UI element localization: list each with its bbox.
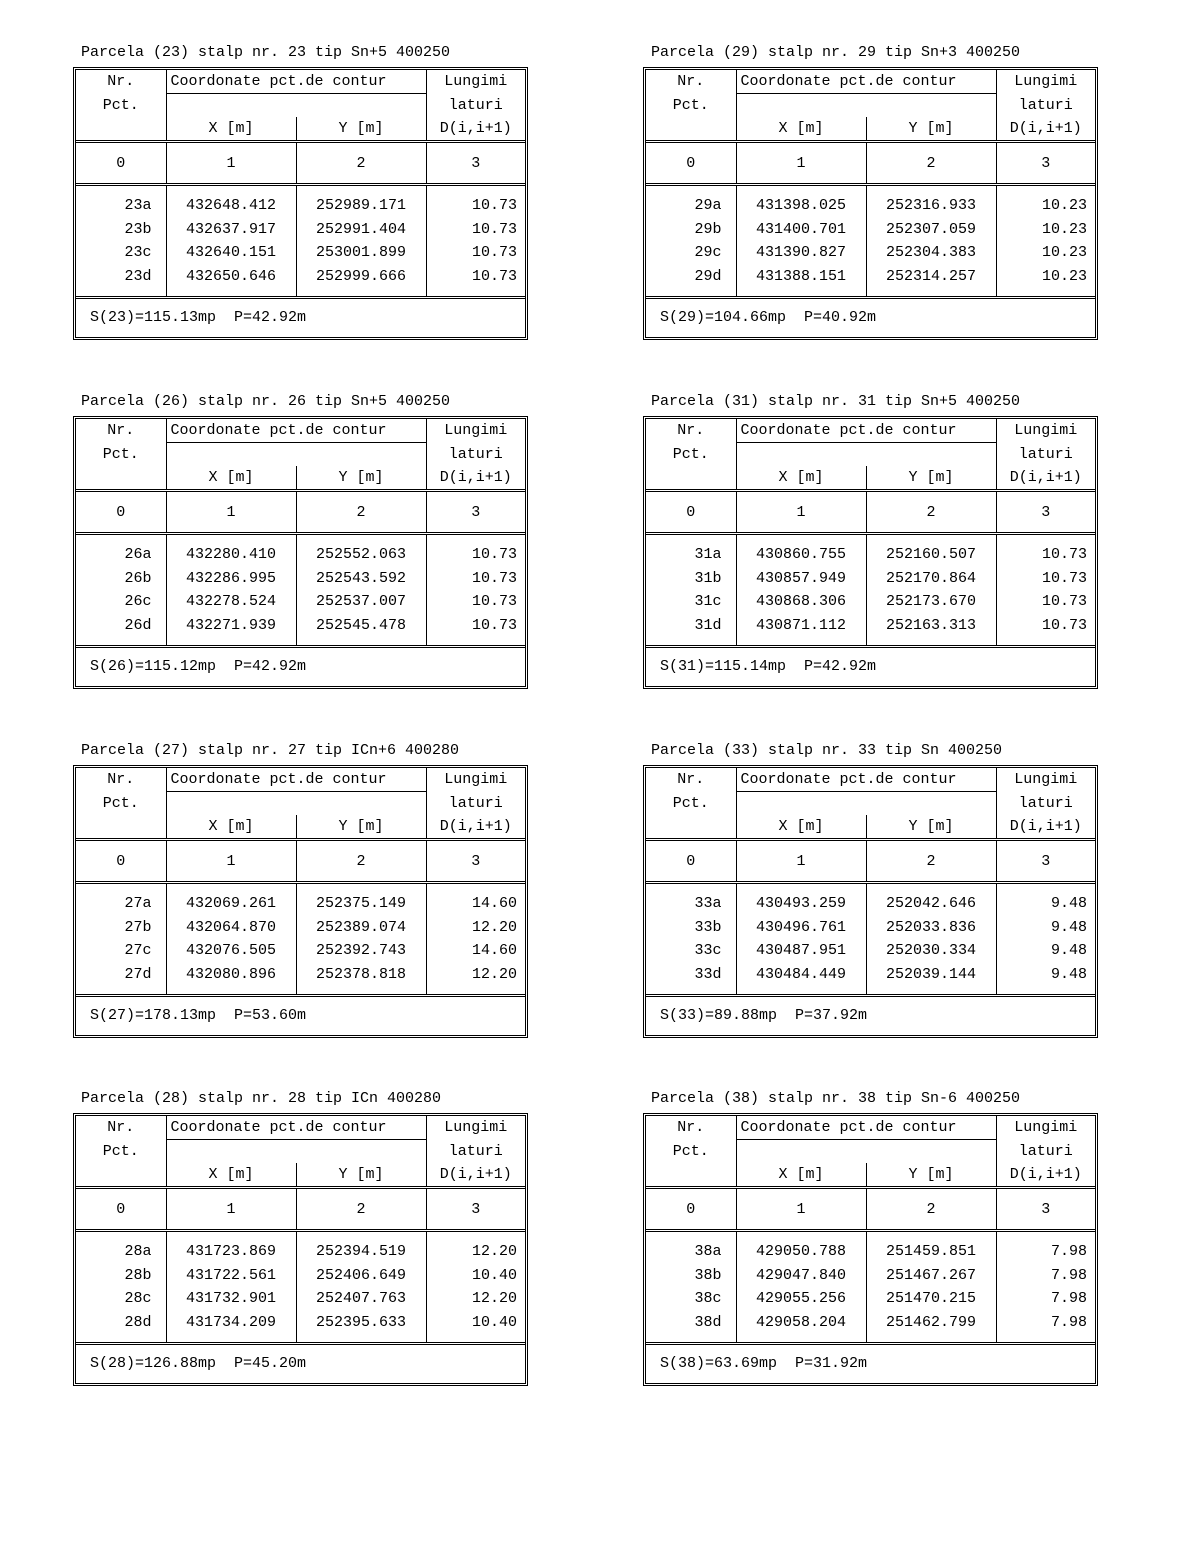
side-length: 10.73 [426,614,525,638]
x-coordinate: 430860.755 [736,543,866,567]
header-lengths: Lungimi [996,419,1095,443]
point-id: 28d [124,1313,152,1331]
header-pct: Pct. [672,445,709,463]
point-id: 26c [124,593,152,611]
x-coordinate: 429055.256 [736,1287,866,1311]
x-coordinate: 430871.112 [736,614,866,638]
y-coordinate: 251459.851 [866,1240,996,1264]
x-coordinate: 431398.025 [736,194,866,218]
side-length: 12.20 [426,963,525,987]
x-coordinate: 430484.449 [736,963,866,987]
col-number-3: 3 [996,1188,1095,1231]
col-number-1: 1 [166,491,296,534]
parcel-summary: S(29)=104.66mp P=40.92m [646,296,1095,337]
point-id: 29a [694,197,722,215]
y-coordinate: 252163.313 [866,614,996,638]
table-row [76,1311,525,1335]
point-id: 31a [694,546,722,564]
y-coordinate: 252030.334 [866,939,996,963]
col-number-1: 1 [736,491,866,534]
parcel-block [643,741,1098,1038]
header-x: X [m] [736,466,866,491]
side-length: 10.73 [996,590,1095,614]
point-id: 38c [694,1290,722,1308]
table-row [76,218,525,242]
header-coordinates: Coordonate pct.de contur [736,70,996,94]
point-id: 38d [694,1313,722,1331]
x-coordinate: 430496.761 [736,916,866,940]
header-pct: Pct. [672,794,709,812]
table-row [646,1287,1095,1311]
table-row [646,963,1095,987]
header-distance: D(i,i+1) [996,1163,1095,1188]
col-number-1: 1 [166,840,296,883]
y-coordinate: 252545.478 [296,614,426,638]
parcel-summary: S(31)=115.14mp P=42.92m [646,645,1095,686]
parcel-title: Parcela (29) stalp nr. 29 tip Sn+3 400250 [651,44,1021,61]
x-coordinate: 432064.870 [166,916,296,940]
header-coordinates: Coordonate pct.de contur [166,1116,426,1140]
side-length: 10.23 [996,218,1095,242]
header-pct: Pct. [102,445,139,463]
header-nr: Nr. [677,771,705,789]
y-coordinate: 252316.933 [866,194,996,218]
y-coordinate: 252395.633 [296,1311,426,1335]
point-id: 23a [124,197,152,215]
side-length: 7.98 [996,1287,1095,1311]
table-row [646,1240,1095,1264]
point-id: 26b [124,569,152,587]
x-coordinate: 431734.209 [166,1311,296,1335]
x-coordinate: 431722.561 [166,1264,296,1288]
parcel-summary: S(27)=178.13mp P=53.60m [76,994,525,1035]
side-length: 10.40 [426,1311,525,1335]
y-coordinate: 252307.059 [866,218,996,242]
x-coordinate: 432076.505 [166,939,296,963]
header-coordinates: Coordonate pct.de contur [736,1116,996,1140]
y-coordinate: 252378.818 [296,963,426,987]
side-length: 10.73 [426,218,525,242]
table-row [646,567,1095,591]
header-lengths: Lungimi [426,768,525,792]
side-length: 10.40 [426,1264,525,1288]
parcel-table-frame [73,1113,528,1386]
col-number-3: 3 [996,142,1095,185]
x-coordinate: 432278.524 [166,590,296,614]
header-y: Y [m] [866,466,996,491]
header-pct: Pct. [102,96,139,114]
parcel-block [73,1089,528,1386]
header-lengths: Lungimi [996,1116,1095,1140]
y-coordinate: 252039.144 [866,963,996,987]
y-coordinate: 252392.743 [296,939,426,963]
parcel-block [73,392,528,689]
parcel-table [76,70,525,296]
header-coordinates: Coordonate pct.de contur [166,419,426,443]
side-length: 10.73 [426,567,525,591]
y-coordinate: 252394.519 [296,1240,426,1264]
side-length: 12.20 [426,916,525,940]
header-nr: Nr. [677,422,705,440]
point-id: 31d [694,616,722,634]
col-number-2: 2 [866,142,996,185]
col-number-0: 0 [646,142,736,185]
x-coordinate: 430487.951 [736,939,866,963]
point-id: 26d [124,616,152,634]
header-x: X [m] [166,1163,296,1188]
y-coordinate: 252314.257 [866,265,996,289]
point-id: 23d [124,267,152,285]
point-id: 33a [694,895,722,913]
table-row [646,1264,1095,1288]
table-row [76,590,525,614]
header-laturi: laturi [996,94,1095,118]
point-id: 29d [694,267,722,285]
parcel-table-frame [73,67,528,340]
header-y: Y [m] [866,1163,996,1188]
side-length: 9.48 [996,939,1095,963]
header-y: Y [m] [296,815,426,840]
header-x: X [m] [736,815,866,840]
header-pct: Pct. [672,96,709,114]
y-coordinate: 251462.799 [866,1311,996,1335]
header-distance: D(i,i+1) [426,815,525,840]
col-number-2: 2 [866,491,996,534]
x-coordinate: 432640.151 [166,241,296,265]
table-row [76,963,525,987]
point-id: 23c [124,244,152,262]
table-row [646,194,1095,218]
side-length: 10.73 [426,543,525,567]
x-coordinate: 431390.827 [736,241,866,265]
y-coordinate: 252991.404 [296,218,426,242]
parcel-block [643,392,1098,689]
point-id: 23b [124,220,152,238]
point-id: 31c [694,593,722,611]
col-number-1: 1 [736,1188,866,1231]
col-number-1: 1 [736,840,866,883]
x-coordinate: 431723.869 [166,1240,296,1264]
x-coordinate: 432280.410 [166,543,296,567]
table-row [646,241,1095,265]
header-x: X [m] [166,466,296,491]
point-id: 27c [124,942,152,960]
header-pct: Pct. [102,1142,139,1160]
side-length: 9.48 [996,963,1095,987]
table-row [76,567,525,591]
header-lengths: Lungimi [996,768,1095,792]
table-row [646,543,1095,567]
table-row [76,241,525,265]
parcel-table-frame [73,416,528,689]
table-row [646,1311,1095,1335]
header-nr: Nr. [107,1119,135,1137]
table-row [646,916,1095,940]
side-length: 10.23 [996,241,1095,265]
y-coordinate: 252042.646 [866,892,996,916]
table-row [76,916,525,940]
parcel-table [646,419,1095,645]
col-number-3: 3 [426,1188,525,1231]
point-id: 28a [124,1243,152,1261]
y-coordinate: 252170.864 [866,567,996,591]
side-length: 9.48 [996,892,1095,916]
x-coordinate: 432069.261 [166,892,296,916]
parcel-block [643,43,1098,340]
table-row [76,1240,525,1264]
col-number-3: 3 [996,491,1095,534]
col-number-0: 0 [76,1188,166,1231]
parcel-block [643,1089,1098,1386]
side-length: 10.73 [426,194,525,218]
point-id: 38a [694,1243,722,1261]
point-id: 27b [124,918,152,936]
header-coordinates: Coordonate pct.de contur [736,768,996,792]
header-nr: Nr. [677,1119,705,1137]
side-length: 7.98 [996,1240,1095,1264]
parcel-table-frame [73,765,528,1038]
header-laturi: laturi [996,792,1095,816]
y-coordinate: 252537.007 [296,590,426,614]
y-coordinate: 252407.763 [296,1287,426,1311]
parcel-summary: S(38)=63.69mp P=31.92m [646,1342,1095,1383]
header-nr: Nr. [107,771,135,789]
header-y: Y [m] [866,815,996,840]
x-coordinate: 431732.901 [166,1287,296,1311]
header-distance: D(i,i+1) [996,117,1095,142]
col-number-3: 3 [996,840,1095,883]
table-row [76,939,525,963]
y-coordinate: 252389.074 [296,916,426,940]
side-length: 12.20 [426,1287,525,1311]
header-laturi: laturi [426,792,525,816]
parcel-title: Parcela (27) stalp nr. 27 tip ICn+6 400280 [81,742,460,759]
side-length: 14.60 [426,939,525,963]
point-id: 33b [694,918,722,936]
header-laturi: laturi [996,443,1095,467]
header-laturi: laturi [426,443,525,467]
header-laturi: laturi [426,1140,525,1164]
col-number-0: 0 [646,840,736,883]
col-number-2: 2 [866,840,996,883]
y-coordinate: 252999.666 [296,265,426,289]
table-row [646,590,1095,614]
header-laturi: laturi [426,94,525,118]
side-length: 7.98 [996,1311,1095,1335]
y-coordinate: 252375.149 [296,892,426,916]
point-id: 38b [694,1266,722,1284]
header-x: X [m] [166,815,296,840]
header-pct: Pct. [102,794,139,812]
header-y: Y [m] [296,466,426,491]
header-nr: Nr. [107,73,135,91]
y-coordinate: 252406.649 [296,1264,426,1288]
header-nr: Nr. [107,422,135,440]
parcel-title: Parcela (23) stalp nr. 23 tip Sn+5 400250 [81,44,451,61]
table-row [76,1287,525,1311]
header-distance: D(i,i+1) [996,815,1095,840]
y-coordinate: 252552.063 [296,543,426,567]
table-row [76,194,525,218]
parcel-summary: S(28)=126.88mp P=45.20m [76,1342,525,1383]
parcel-table [76,419,525,645]
table-row [646,265,1095,289]
x-coordinate: 429047.840 [736,1264,866,1288]
point-id: 33d [694,965,722,983]
x-coordinate: 431400.701 [736,218,866,242]
col-number-1: 1 [166,142,296,185]
header-lengths: Lungimi [426,419,525,443]
col-number-0: 0 [76,491,166,534]
parcel-table-frame [643,67,1098,340]
y-coordinate: 252543.592 [296,567,426,591]
point-id: 33c [694,942,722,960]
y-coordinate: 252173.670 [866,590,996,614]
x-coordinate: 432637.917 [166,218,296,242]
x-coordinate: 432648.412 [166,194,296,218]
table-row [646,614,1095,638]
y-coordinate: 252304.383 [866,241,996,265]
parcel-table-frame [643,765,1098,1038]
parcel-table [646,1116,1095,1342]
header-distance: D(i,i+1) [426,117,525,142]
y-coordinate: 252160.507 [866,543,996,567]
x-coordinate: 432271.939 [166,614,296,638]
y-coordinate: 251470.215 [866,1287,996,1311]
table-row [76,892,525,916]
col-number-0: 0 [76,840,166,883]
col-number-0: 0 [646,1188,736,1231]
col-number-3: 3 [426,840,525,883]
header-x: X [m] [736,1163,866,1188]
parcel-table [646,70,1095,296]
point-id: 26a [124,546,152,564]
parcel-table [76,1116,525,1342]
header-coordinates: Coordonate pct.de contur [166,768,426,792]
table-row [646,218,1095,242]
parcel-title: Parcela (31) stalp nr. 31 tip Sn+5 400250 [651,393,1021,410]
point-id: 31b [694,569,722,587]
parcel-title: Parcela (38) stalp nr. 38 tip Sn-6 400250 [651,1090,1021,1107]
side-length: 10.73 [996,567,1095,591]
side-length: 7.98 [996,1264,1095,1288]
header-laturi: laturi [996,1140,1095,1164]
side-length: 10.73 [996,543,1095,567]
table-row [76,265,525,289]
point-id: 29c [694,244,722,262]
y-coordinate: 252989.171 [296,194,426,218]
parcel-table-frame [643,416,1098,689]
y-coordinate: 253001.899 [296,241,426,265]
x-coordinate: 431388.151 [736,265,866,289]
parcel-summary: S(23)=115.13mp P=42.92m [76,296,525,337]
parcel-summary: S(33)=89.88mp P=37.92m [646,994,1095,1035]
table-row [76,543,525,567]
col-number-2: 2 [296,840,426,883]
header-lengths: Lungimi [426,70,525,94]
parcel-block [73,43,528,340]
table-row [646,892,1095,916]
header-y: Y [m] [296,117,426,142]
side-length: 10.73 [426,241,525,265]
side-length: 10.73 [996,614,1095,638]
header-lengths: Lungimi [426,1116,525,1140]
parcel-title: Parcela (33) stalp nr. 33 tip Sn 400250 [651,742,1003,759]
header-distance: D(i,i+1) [426,1163,525,1188]
side-length: 12.20 [426,1240,525,1264]
col-number-3: 3 [426,491,525,534]
side-length: 10.73 [426,590,525,614]
x-coordinate: 430868.306 [736,590,866,614]
header-pct: Pct. [672,1142,709,1160]
y-coordinate: 252033.836 [866,916,996,940]
parcel-table [646,768,1095,994]
parcel-table-frame [643,1113,1098,1386]
parcel-table [76,768,525,994]
col-number-0: 0 [646,491,736,534]
col-number-2: 2 [296,1188,426,1231]
point-id: 29b [694,220,722,238]
col-number-1: 1 [166,1188,296,1231]
header-x: X [m] [166,117,296,142]
header-lengths: Lungimi [996,70,1095,94]
parcel-title: Parcela (28) stalp nr. 28 tip ICn 400280 [81,1090,442,1107]
point-id: 27d [124,965,152,983]
x-coordinate: 432650.646 [166,265,296,289]
point-id: 28b [124,1266,152,1284]
side-length: 14.60 [426,892,525,916]
header-y: Y [m] [296,1163,426,1188]
x-coordinate: 430493.259 [736,892,866,916]
parcel-summary: S(26)=115.12mp P=42.92m [76,645,525,686]
parcel-block [73,741,528,1038]
table-row [646,939,1095,963]
table-row [76,614,525,638]
header-x: X [m] [736,117,866,142]
x-coordinate: 429058.204 [736,1311,866,1335]
table-row [76,1264,525,1288]
header-coordinates: Coordonate pct.de contur [736,419,996,443]
header-nr: Nr. [677,73,705,91]
x-coordinate: 429050.788 [736,1240,866,1264]
header-y: Y [m] [866,117,996,142]
header-coordinates: Coordonate pct.de contur [166,70,426,94]
x-coordinate: 432080.896 [166,963,296,987]
col-number-2: 2 [866,1188,996,1231]
y-coordinate: 251467.267 [866,1264,996,1288]
x-coordinate: 430857.949 [736,567,866,591]
col-number-1: 1 [736,142,866,185]
col-number-2: 2 [296,491,426,534]
point-id: 28c [124,1290,152,1308]
x-coordinate: 432286.995 [166,567,296,591]
header-distance: D(i,i+1) [426,466,525,491]
col-number-2: 2 [296,142,426,185]
side-length: 10.23 [996,265,1095,289]
col-number-0: 0 [76,142,166,185]
side-length: 10.73 [426,265,525,289]
point-id: 27a [124,895,152,913]
side-length: 9.48 [996,916,1095,940]
side-length: 10.23 [996,194,1095,218]
col-number-3: 3 [426,142,525,185]
header-distance: D(i,i+1) [996,466,1095,491]
parcel-title: Parcela (26) stalp nr. 26 tip Sn+5 400250 [81,393,451,410]
